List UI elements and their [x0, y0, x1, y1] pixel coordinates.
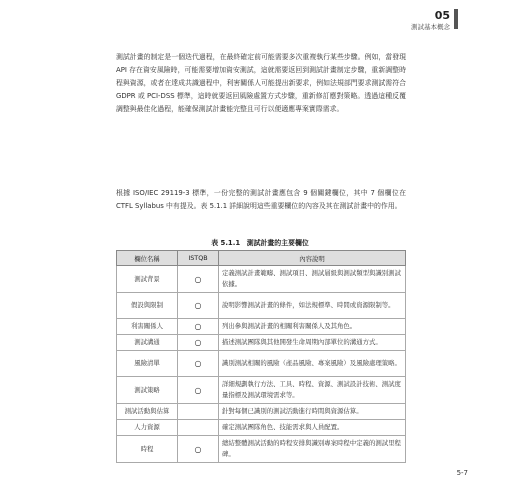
- table-row: [117, 436, 406, 463]
- row-description: 針對每個已識別的測試活動進行時間與資源估算。: [219, 404, 406, 420]
- row-description: 列出參與測試計畫的相關利害關係人及其角色。: [219, 319, 406, 335]
- table-caption-number: 表 5.1.1: [211, 239, 241, 247]
- header-accent-bar: [454, 9, 458, 29]
- row-description: 描述測試團隊與其他開發生命周期內部單位的溝通方式。: [219, 335, 406, 351]
- row-field-name: 測試溝通: [117, 335, 178, 351]
- header-description: 內容說明: [219, 251, 406, 266]
- table-caption-title: 測試計畫的主要欄位: [246, 239, 309, 247]
- row-istqb-mark: ○: [178, 377, 219, 404]
- row-istqb-mark: ○: [178, 319, 219, 335]
- row-description: 識別測試相關的風險（產品風險、專案風險）及風險處理策略。: [219, 351, 406, 377]
- header-istqb: ISTQB: [178, 251, 219, 266]
- chapter-title: 測試基本概念: [411, 23, 450, 31]
- table-row: [117, 404, 406, 420]
- table-caption: [0, 237, 520, 247]
- header-field-name: 欄位名稱: [117, 251, 178, 266]
- row-field-name: 假設與限制: [117, 293, 178, 319]
- row-field-name: 測試背景: [117, 266, 178, 293]
- row-description: 說明影響測試計畫的條件，如法規標準、時間或資源限制等。: [219, 293, 406, 319]
- row-istqb-mark: ○: [178, 436, 219, 463]
- table-row: [117, 351, 406, 377]
- row-istqb-mark: ○: [178, 266, 219, 293]
- paragraph-iso-standard: 根據 ISO/IEC 29119-3 標準，一份完整的測試計畫應包含 9 個關鍵欄位，其中 7 個欄位在 CTFL Syllabus 中有提及。表 5.1.1 詳細說明這些重要欄位的內容及其在測試計畫中的作用。: [116, 189, 406, 210]
- table-row: [117, 293, 406, 319]
- row-description: 確定測試團隊角色、技能需求與人員配置。: [219, 420, 406, 436]
- running-header: [411, 10, 450, 31]
- table-row: [117, 335, 406, 351]
- row-field-name: 利害關係人: [117, 319, 178, 335]
- table-row: [117, 266, 406, 293]
- row-field-name: 人力資源: [117, 420, 178, 436]
- table-row: [117, 377, 406, 404]
- row-istqb-mark: ○: [178, 293, 219, 319]
- table-row: [117, 420, 406, 436]
- row-description: 定義測試計畫範疇、測試項目、測試層級與測試類型與識別測試依據。: [219, 266, 406, 293]
- table-header-row: [117, 251, 406, 266]
- table-row: [117, 319, 406, 335]
- row-field-name: 測試活動與估算: [117, 404, 178, 420]
- chapter-number: 05: [434, 9, 450, 22]
- row-istqb-mark: ○: [178, 351, 219, 377]
- row-istqb-mark: [178, 420, 219, 436]
- row-istqb-mark: ○: [178, 335, 219, 351]
- test-plan-fields-table: [116, 250, 406, 463]
- row-field-name: 時程: [117, 436, 178, 463]
- row-field-name: 風險清單: [117, 351, 178, 377]
- paragraph-planning-iteration: 測試計畫的制定是一個迭代過程，在最終確定前可能需要多次重複執行某些步驟。例如，當發現 API 存在資安風險時，可能需要增加資安測試，這就需要返回到測試計畫制定步驟，重新調整時程與資源，或者在達成共識過程中，利害關係人可能提出新要求，例如法規部門要求測試需符合 GDPR 或 PCI-DSS 標準，這時就要返回風險處置方式步驟，重新修訂應對策略。透過這種反覆調整與最佳化過程，能確保測試計畫能完整且可行以便適應專案實際需求。: [116, 53, 406, 113]
- row-field-name: 測試策略: [117, 377, 178, 404]
- page-number: 5-7: [456, 469, 468, 477]
- row-istqb-mark: [178, 404, 219, 420]
- row-description: 詳細規劃執行方法、工具、時程、資源、測試設計技術、測試度量指標及測試環境需求等。: [219, 377, 406, 404]
- row-description: 總結整體測試活動的時程安排與識別專案時程中定義的測試里程碑。: [219, 436, 406, 463]
